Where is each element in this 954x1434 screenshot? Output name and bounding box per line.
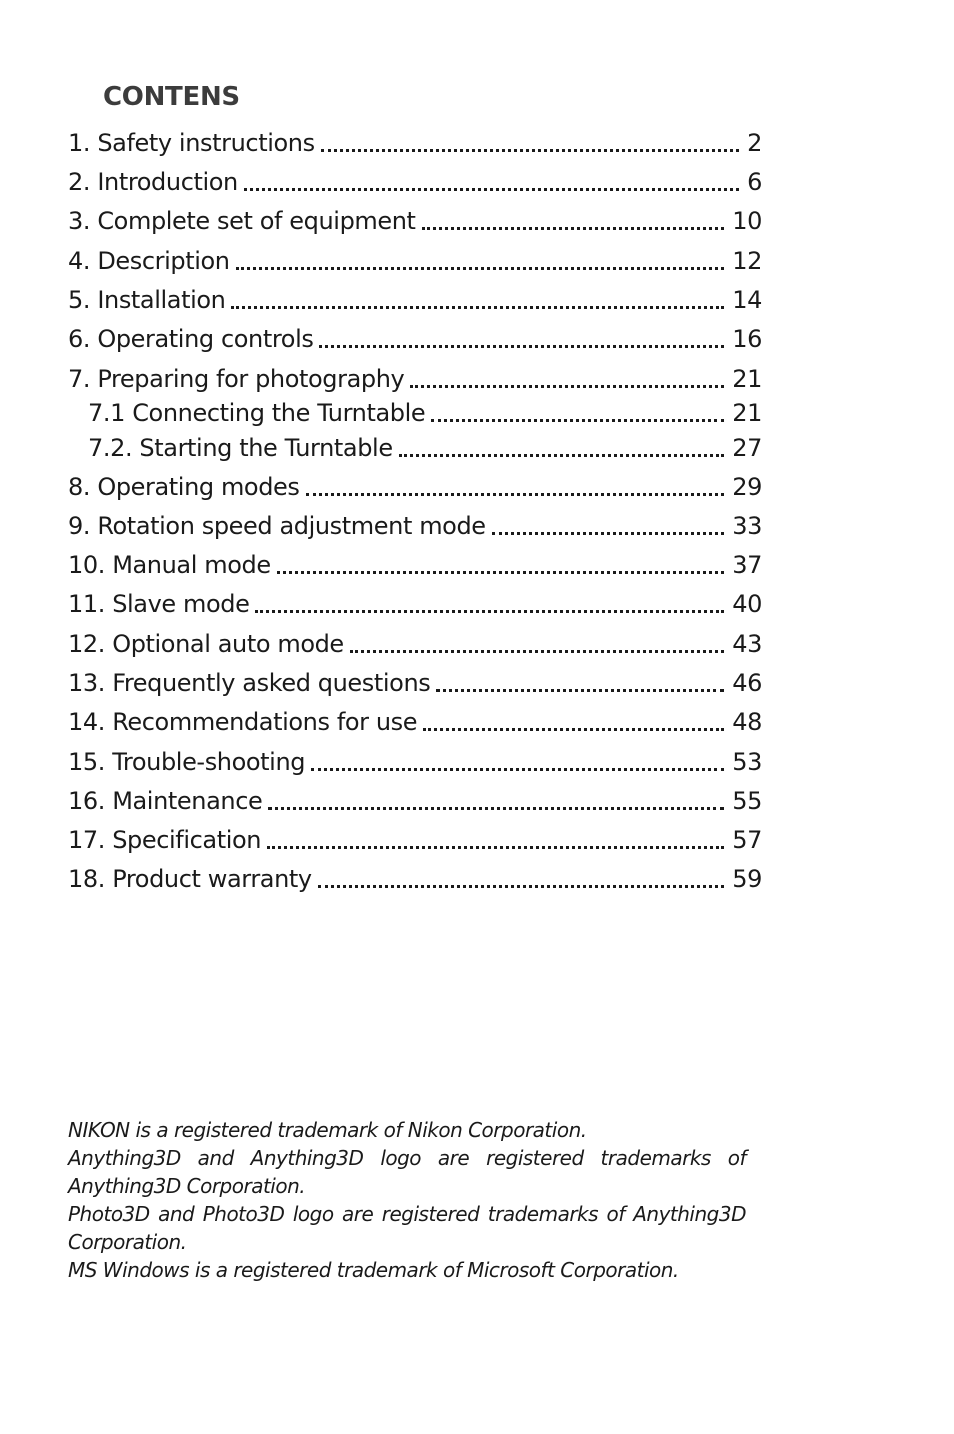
toc-entry-label: 14. Recommendations for use [68, 708, 418, 736]
toc-entry[interactable] [68, 324, 762, 354]
page-title: CONTENS [103, 82, 240, 112]
toc-leader-dots [236, 267, 725, 270]
toc-entry-label: 6. Operating controls [68, 325, 314, 353]
toc-entry-label: 17. Specification [68, 826, 262, 854]
toc-entry-label: 7. Preparing for photography [68, 365, 405, 393]
toc-entry[interactable] [68, 285, 762, 315]
toc-entry[interactable] [68, 364, 762, 394]
toc-entry-label: 15. Trouble-shooting [68, 748, 306, 776]
toc-entry-page: 2 [747, 129, 762, 157]
trademark-notices [68, 1116, 746, 1284]
toc-entry-page: 10 [732, 207, 762, 235]
toc-leader-dots [436, 689, 724, 692]
toc-entry-label: 3. Complete set of equipment [68, 207, 416, 235]
toc-entry-label: 5. Installation [68, 286, 226, 314]
toc-entry-page: 33 [732, 512, 762, 540]
toc-leader-dots [410, 385, 724, 388]
toc-entry-page: 14 [732, 286, 762, 314]
toc-entry[interactable] [68, 629, 762, 659]
toc-entry-label: 11. Slave mode [68, 590, 250, 618]
toc-entry-label: 10. Manual mode [68, 551, 271, 579]
toc-leader-dots [267, 846, 724, 849]
toc-entry[interactable] [68, 825, 762, 855]
toc-leader-dots [423, 728, 724, 731]
toc-leader-dots [311, 768, 724, 771]
toc-entry-page: 16 [732, 325, 762, 353]
toc-leader-dots [277, 571, 725, 574]
toc-leader-dots [321, 149, 739, 152]
toc-leader-dots [244, 188, 739, 191]
toc-entry-label: 4. Description [68, 247, 230, 275]
toc-entry-label: 12. Optional auto mode [68, 630, 344, 658]
toc-entry-page: 12 [732, 247, 762, 275]
toc-leader-dots [422, 227, 725, 230]
toc-leader-dots [255, 610, 724, 613]
toc-subentry[interactable] [88, 398, 762, 428]
trademark-note: Photo3D and Photo3D logo are registered trademarks of Anything3D Corporation. [68, 1202, 746, 1254]
toc-entry[interactable] [68, 128, 762, 158]
toc-leader-dots [306, 493, 725, 496]
toc-entry-page: 40 [732, 590, 762, 618]
toc-leader-dots [492, 532, 725, 535]
toc-entry-page: 46 [732, 669, 762, 697]
toc-entry-page: 27 [732, 434, 762, 462]
toc-leader-dots [350, 650, 724, 653]
toc-entry-page: 53 [732, 748, 762, 776]
toc-entry-page: 55 [732, 787, 762, 815]
toc-entry-label: 16. Maintenance [68, 787, 263, 815]
toc-entry[interactable] [68, 206, 762, 236]
toc-entry[interactable] [68, 472, 762, 502]
toc-entry[interactable] [68, 786, 762, 816]
toc-entry-page: 21 [732, 399, 762, 427]
toc-entry-page: 57 [732, 826, 762, 854]
trademark-note: Anything3D and Anything3D logo are registered trademarks of Anything3D Corporation. [68, 1146, 746, 1198]
toc-entry-label: 2. Introduction [68, 168, 238, 196]
toc-leader-dots [399, 454, 725, 457]
toc-entry[interactable] [68, 511, 762, 541]
toc-leader-dots [319, 345, 724, 348]
toc-entry-page: 6 [747, 168, 762, 196]
toc-entry-label: 7.2. Starting the Turntable [88, 434, 393, 462]
toc-entry[interactable] [68, 668, 762, 698]
toc-entry[interactable] [68, 589, 762, 619]
toc-entry-page: 21 [732, 365, 762, 393]
toc-entry-label: 13. Frequently asked questions [68, 669, 431, 697]
toc-entry[interactable] [68, 747, 762, 777]
toc-leader-dots [268, 807, 724, 810]
toc-entry-page: 29 [732, 473, 762, 501]
toc-entry-label: 8. Operating modes [68, 473, 300, 501]
toc-entry-page: 48 [732, 708, 762, 736]
trademark-note: NIKON is a registered trademark of Nikon Corporation. [68, 1118, 587, 1142]
toc-entry[interactable] [68, 864, 762, 894]
toc-entry[interactable] [68, 246, 762, 276]
toc-entry[interactable] [68, 707, 762, 737]
toc-entry[interactable] [68, 167, 762, 197]
toc-entry-label: 1. Safety instructions [68, 129, 315, 157]
toc-entry-label: 18. Product warranty [68, 865, 312, 893]
toc-entry-page: 37 [732, 551, 762, 579]
toc-leader-dots [318, 885, 725, 888]
toc-entry-label: 7.1 Connecting the Turntable [88, 399, 426, 427]
toc-leader-dots [231, 306, 724, 309]
toc-entry-label: 9. Rotation speed adjustment mode [68, 512, 486, 540]
toc-entry-page: 43 [732, 630, 762, 658]
toc-entry-page: 59 [732, 865, 762, 893]
trademark-note: MS Windows is a registered trademark of Microsoft Corporation. [68, 1258, 679, 1282]
toc-subentry[interactable] [88, 433, 762, 463]
toc-entry[interactable] [68, 550, 762, 580]
toc-leader-dots [431, 419, 724, 422]
